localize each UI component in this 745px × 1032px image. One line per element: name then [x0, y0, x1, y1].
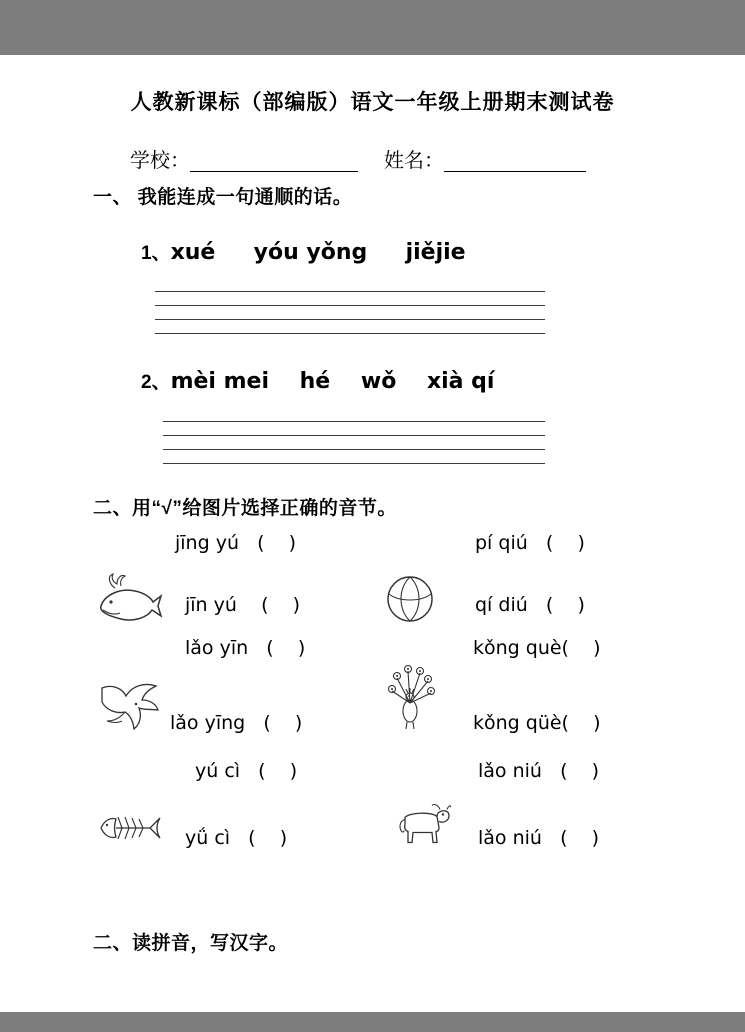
name-blank-line	[444, 151, 586, 172]
answer-line	[155, 319, 545, 320]
exercise-1-number: 1、	[141, 243, 171, 264]
whale-image	[95, 567, 163, 631]
answer-line	[163, 421, 545, 422]
exercise-1-words: xué yóu yǒng jiějie	[170, 240, 466, 265]
syllable-option: jīng yú ( )	[175, 532, 297, 554]
student-info-line	[130, 144, 586, 173]
answer-line	[163, 463, 545, 464]
paper-title: 人教新课标（部编版）语文一年级上册期末测试卷	[130, 91, 615, 114]
section3-heading: 二、读拼音，写汉字。	[93, 933, 289, 954]
school-blank-line	[190, 151, 358, 172]
name-label: 姓名：	[384, 150, 444, 172]
ox-image	[393, 797, 451, 853]
ball-image	[385, 571, 435, 627]
syllable-option: qí diú ( )	[475, 594, 585, 616]
exercise-2-pinyin	[141, 367, 494, 394]
answer-line	[155, 305, 545, 306]
answer-line	[155, 333, 545, 334]
answer-line	[163, 449, 545, 450]
answer-line	[163, 435, 545, 436]
exercise-1-pinyin	[141, 238, 466, 265]
syllable-option: yǘ cì ( )	[185, 827, 288, 849]
syllable-option: jīn yú ( )	[185, 594, 301, 616]
peacock-image	[384, 663, 436, 731]
syllable-option: kǒng què( )	[473, 637, 601, 659]
answer-line	[155, 291, 545, 292]
eagle-image	[98, 681, 162, 735]
syllable-option: lǎo yīn ( )	[185, 637, 306, 659]
section2-heading: 二、用“√”给图片选择正确的音节。	[93, 498, 397, 519]
syllable-option: lǎo yīng ( )	[170, 712, 303, 734]
syllable-option: pí qiú ( )	[475, 532, 585, 554]
section1-heading: 一、 我能连成一句通顺的话。	[93, 187, 353, 208]
syllable-option: lǎo niú ( )	[478, 760, 600, 782]
syllable-option: yú cì ( )	[195, 760, 298, 782]
school-label: 学校：	[130, 150, 190, 172]
exercise-2-words: mèi mei hé wǒ xià qí	[170, 369, 495, 394]
fish-bone-image	[98, 805, 162, 851]
test-paper-page	[0, 55, 745, 1012]
syllable-option: lǎo niú ( )	[478, 827, 600, 849]
exercise-2-number: 2、	[141, 372, 171, 393]
syllable-option: kǒng qüè( )	[473, 712, 601, 734]
